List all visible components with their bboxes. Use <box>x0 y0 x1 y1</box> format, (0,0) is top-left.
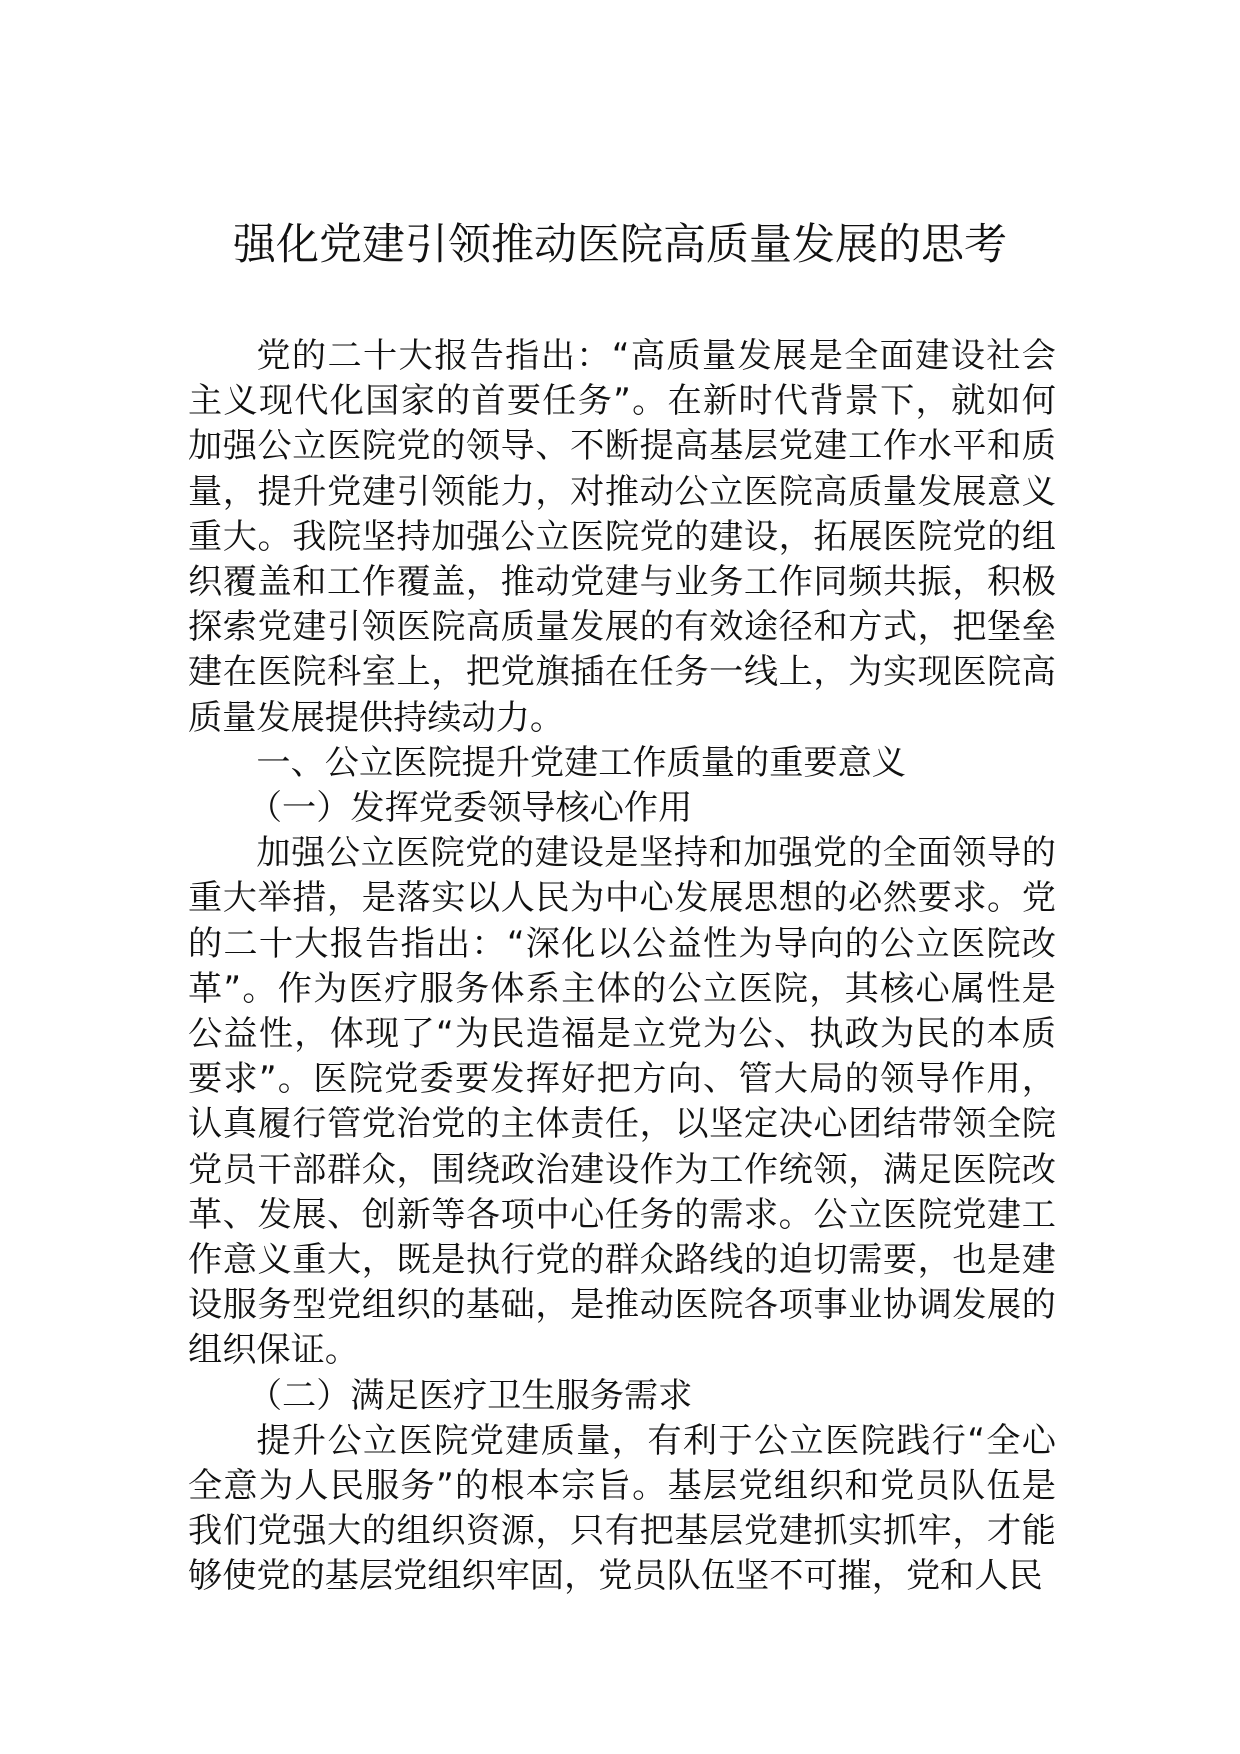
paragraph-intro: 党的二十大报告指出：“高质量发展是全面建设社会主义现代化国家的首要任务”。在新时代背景下，就如何加强公立医院党的领导、不断提高基层党建工作水平和质量，提升党建引领能力，对推动公立医院高质量发展意义重大。我院坚持加强公立医院党的建设，拓展医院党的组织覆盖和工作覆盖，推动党建与业务工作同频共振，积极探索党建引领医院高质量发展的有效途径和方式，把堡垒建在医院科室上，把党旗插在任务一线上，为实现医院高质量发展提供持续动力。 <box>188 336 1056 738</box>
section-heading-1: 一、公立医院提升党建工作质量的重要意义 <box>256 742 906 783</box>
document-body <box>188 334 1056 1600</box>
document-title: 强化党建引领推动医院高质量发展的思考 <box>233 220 1007 270</box>
paragraph-medical-service: 提升公立医院党建质量，有利于公立医院践行“全心全意为人民服务”的根本宗旨。基层党组织和党员队伍是我们党强大的组织资源，只有把基层党建抓实抓牢，才能够使党的基层党组织牢固，党员队伍坚不可摧，党和人民 <box>188 1420 1056 1597</box>
paragraph-party-leadership: 加强公立医院党的建设是坚持和加强党的全面领导的重大举措，是落实以人民为中心发展思想的必然要求。党的二十大报告指出：“深化以公益性为导向的公立医院改革”。作为医疗服务体系主体的公立医院，其核心属性是公益性，体现了“为民造福是立党为公、执政为民的本质要求”。医院党委要发挥好把方向、管大局的领导作用，认真履行管党治党的主体责任，以坚定决心团结带领全院党员干部群众，围绕政治建设作为工作统领，满足医院改革、发展、创新等各项中心任务的需求。公立医院党建工作意义重大，既是执行党的群众路线的迫切需要，也是建设服务型党组织的基础，是推动医院各项事业协调发展的组织保证。 <box>188 833 1056 1371</box>
subsection-heading-2: （二）满足医疗卫生服务需求 <box>247 1375 693 1416</box>
subsection-heading-1: （一）发挥党委领导核心作用 <box>247 788 693 829</box>
